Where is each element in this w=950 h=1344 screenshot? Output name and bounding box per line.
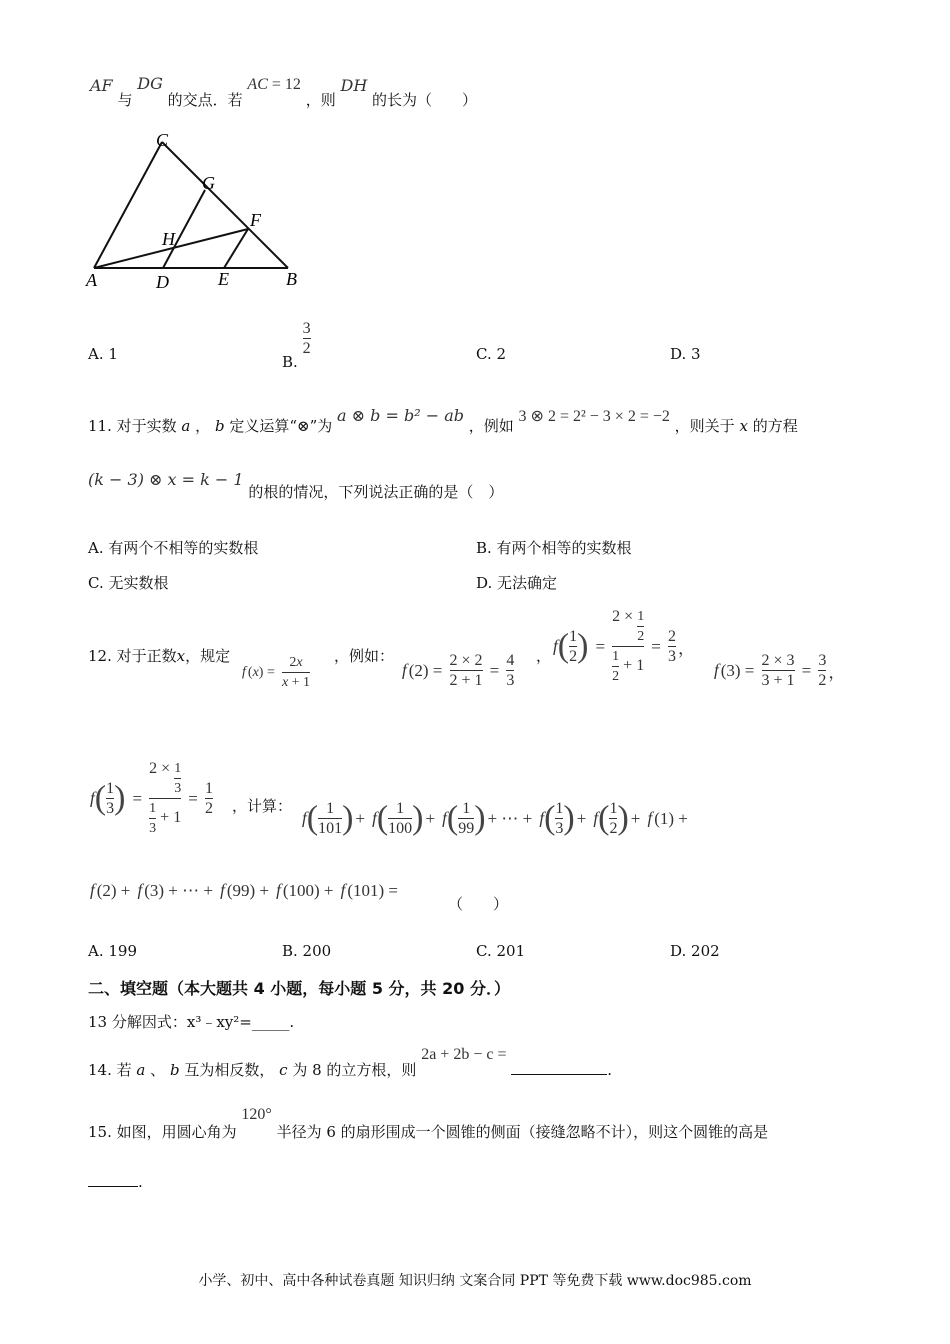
text: 的方程 (752, 417, 798, 435)
text: B. (282, 352, 303, 371)
text: ，例如 (468, 417, 514, 435)
text: ， (195, 417, 211, 435)
q11-option-b: B. 有两个相等的实数根 (476, 539, 632, 557)
fraction-3-2 (303, 320, 311, 357)
label-g: G (202, 173, 215, 193)
label-a: A (86, 270, 97, 290)
triangle-figure (80, 128, 320, 298)
footer: 小学、初中、高中各种试卷真题 知识归纳 文案合同 PPT 等免费下载 www.doc985.com (198, 1273, 752, 1289)
q12-example-label: ，例如： (334, 647, 395, 665)
var-a: a (136, 1061, 146, 1079)
operation-example: 3 ⊗ 2 = 2² − 3 × 2 = −2 (518, 408, 670, 425)
q13: 13 分解因式：x³﹣xy²=_____. (88, 1013, 295, 1031)
var-c: c (279, 1061, 288, 1079)
example-f3: f (3) = $\frac{2 \times 3}{3 + 1}$ = $\frac{3}{2}$ ， (714, 652, 846, 689)
example-f2: f (2) = $\frac{2 \times 2}{2 + 1}$ = $\frac{4}{3}$ (402, 652, 515, 689)
text: ，则关于 (674, 417, 735, 435)
sum-expression-line1: f( $\frac{1}{101}$ ) + f( $\frac{1}{100}$ ) + f( $\frac{1}{99}$ ) + ⋯ + f( $\frac{1}{3}$ ) + f( $\frac{1}{2}$ ) + f (1) + (302, 799, 688, 837)
q11-option-d: D. 无法确定 (476, 574, 558, 592)
q10-option-d: D. 3 (670, 345, 701, 363)
q12-option-b: B. 200 (282, 942, 332, 960)
q11-option-a: A. 有两个不相等的实数根 (88, 539, 259, 557)
text: 定义运算“⊗”为 (229, 417, 333, 435)
section-title: 二、填空题（本大题共 4 小题，每小题 5 分，共 20 分．） (88, 979, 510, 998)
q10-option-b (282, 320, 311, 371)
text: 、 (150, 1061, 166, 1079)
q12-option-d: D. 202 (670, 942, 720, 960)
text: 与 (117, 91, 133, 109)
q11-stem-line2 (88, 470, 504, 501)
math-dh: DH (340, 76, 368, 95)
expression: 2a + 2b − c = (421, 1046, 507, 1063)
operation-definition: a ⊗ b = b² − ab (337, 406, 464, 425)
text: 12. 对于正数 (88, 647, 177, 665)
denominator: 2 (302, 340, 311, 357)
q11-stem (88, 406, 798, 435)
compute-label: ，计算： (232, 797, 293, 815)
q10-option-a: A. 1 (88, 345, 118, 363)
var-x: x (739, 417, 748, 435)
text: 为 8 的立方根，则 (292, 1061, 417, 1079)
answer-blank[interactable] (511, 1074, 607, 1075)
q12-definition: f (x) = $\frac{2x}{x + 1}$ (242, 655, 311, 690)
q15-blank-line (88, 1172, 143, 1192)
text: . (607, 1061, 613, 1079)
q11-option-c: C. 无实数根 (88, 574, 169, 592)
var-b: b (214, 417, 225, 435)
math-af: AF (90, 76, 113, 95)
text: 半径为 6 的扇形围成一个圆锥的侧面（接缝忽略不计），则这个圆锥的高是 (276, 1123, 769, 1141)
text: 互为相反数， (184, 1061, 275, 1079)
math-dg: DG (137, 74, 163, 93)
q10-option-c: C. 2 (476, 345, 507, 363)
text: 的交点．若 (167, 91, 243, 109)
label-f: F (250, 210, 261, 230)
angle: 120° (241, 1106, 272, 1123)
label-c: C (156, 130, 169, 150)
example-f-third: f( $\frac{1}{3}$ ) = 2 × $\frac{1}{3}$ $\frac{1}{3}$ + 1 = $\frac{1}{2}$ (90, 760, 213, 836)
q12-option-a: A. 199 (88, 942, 137, 960)
var-b: b (169, 1061, 180, 1079)
var-a: a (181, 417, 191, 435)
numerator: 3 (302, 320, 311, 337)
text: 15. 如图，用圆心角为 (88, 1123, 237, 1141)
label-e: E (218, 269, 229, 289)
comma: ， (536, 647, 552, 665)
q10-stem (90, 74, 478, 109)
q14 (88, 1046, 613, 1079)
text: 的长为（ ） (372, 91, 478, 109)
answer-blank[interactable] (88, 1186, 138, 1187)
text: 11. 对于实数 (88, 417, 177, 435)
q12-stem (88, 646, 230, 666)
label-h: H (162, 229, 175, 249)
label-b: B (286, 269, 297, 289)
text: ，规定 (185, 647, 231, 665)
text: ，则 (305, 91, 336, 109)
text: . (138, 1173, 143, 1191)
equation: (k − 3) ⊗ x = k − 1 (88, 470, 244, 489)
math-ac: AC = 12 (247, 76, 301, 93)
q12-option-c: C. 201 (476, 942, 526, 960)
q15 (88, 1104, 769, 1141)
example-f-half: f( $\frac{1}{2}$ ) = 2 × $\frac{1}{2}$ $\frac{1}{2}$ + 1 = $\frac{2}{3}$ ， (553, 608, 695, 684)
text: 14. 若 (88, 1061, 132, 1079)
label-d: D (156, 272, 169, 292)
sum-expression-line2: f (2) + f (3) + ⋯ + f (99) + f (100) + f (101) = (90, 880, 398, 900)
text: 的根的情况，下列说法正确的是（ ） (248, 483, 504, 501)
var-x: x (176, 647, 186, 665)
answer-paren: （ ） (448, 895, 509, 913)
